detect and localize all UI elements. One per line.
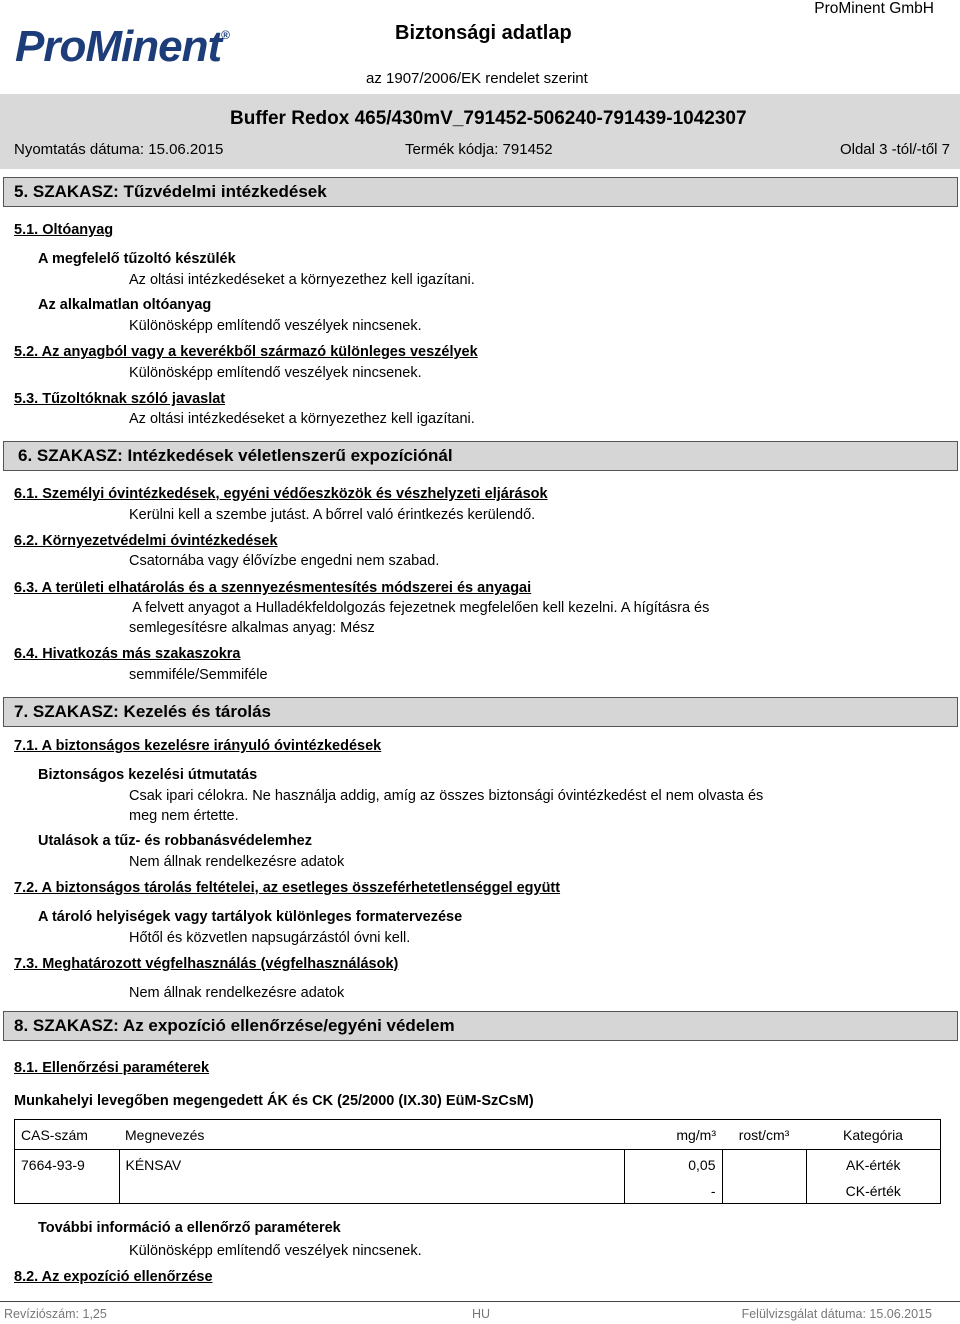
subsection-7-1: 7.1. A biztonságos kezelésre irányuló óvintézkedések <box>14 738 382 754</box>
table-header-cell: rost/cm³ <box>738 1126 790 1143</box>
subsection-6-3: 6.3. A területi elhatárolás és a szennyezésmentesítés módszerei és anyagai <box>14 580 532 596</box>
text-safe-handling-line2: meg nem értette. <box>129 808 239 824</box>
subsection-5-3: 5.3. Tűzoltóknak szóló javaslat <box>14 391 226 407</box>
table-cell: KÉNSAV <box>119 1150 624 1180</box>
table-cell: 0,05 <box>624 1150 722 1180</box>
print-date: Nyomtatás dátuma: 15.06.2015 <box>14 141 224 158</box>
subsection-5-2: 5.2. Az anyagból vagy a keverékből származó különleges veszélyek <box>14 344 478 360</box>
text-safe-handling-line1: Csak ipari célokra. Ne használja addig, amíg az összes biztonsági óvintézkedést el nem olvasta és <box>129 788 764 804</box>
section-8-title: 8. SZAKASZ: Az expozíció ellenőrzése/egyéni védelem <box>14 1016 455 1035</box>
subsection-5-1: 5.1. Oltóanyag <box>14 222 114 238</box>
product-code: Termék kódja: 791452 <box>405 141 553 158</box>
table-cell <box>722 1180 806 1204</box>
text-6-4: semmiféle/Semmiféle <box>129 667 268 683</box>
label-unsuitable-media: Az alkalmatlan oltóanyag <box>38 297 212 313</box>
company-logo <box>15 22 229 72</box>
table-cell: CK-érték <box>845 1183 901 1200</box>
table-header-cell: Kategória <box>843 1126 903 1143</box>
label-further-info: További információ a ellenőrző paraméterek <box>38 1220 341 1236</box>
subsection-7-3: 7.3. Meghatározott végfelhasználás (végfelhasználások) <box>14 956 399 972</box>
subsection-7-2: 7.2. A biztonságos tárolás feltételei, az esetleges összeférhetetlenséggel együtt <box>14 880 561 896</box>
table-header-row <box>15 1120 941 1150</box>
subsection-6-1: 6.1. Személyi óvintézkedések, egyéni védőeszközök és vészhelyzeti eljárások <box>14 486 548 502</box>
text-6-3-line2: semlegesítésre alkalmas anyag: Mész <box>129 620 375 636</box>
product-name: Buffer Redox 465/430mV_791452-506240-791439-1042307 <box>230 108 747 129</box>
text-fire-protection: Nem állnak rendelkezésre adatok <box>129 854 345 870</box>
label-exposure-limits: Munkahelyi levegőben megengedett ÁK és CK (25/2000 (IX.30) EüM-SzCsM) <box>14 1093 534 1109</box>
company-name: ProMinent GmbH <box>814 0 934 17</box>
text-unsuitable-media: Különösképp említendő veszélyek nincsenek. <box>129 318 422 334</box>
table-header-cell: CAS-szám <box>21 1126 88 1143</box>
regulation-line: az 1907/2006/EK rendelet szerint <box>366 70 588 87</box>
text-5-3: Az oltási intézkedéseket a környezethez kell igazítani. <box>129 411 475 427</box>
table-cell <box>722 1150 806 1180</box>
table-cell <box>119 1180 624 1204</box>
logo-text: ProMinent <box>15 22 222 71</box>
table-cell: - <box>624 1180 722 1204</box>
subsection-6-2: 6.2. Környezetvédelmi óvintézkedések <box>14 533 278 549</box>
table-cell: 7664-93-9 <box>15 1150 120 1180</box>
revision-number: Revíziószám: 1,25 <box>4 1307 107 1321</box>
label-fire-protection: Utalások a tűz- és robbanásvédelemhez <box>38 833 312 849</box>
registered-mark: ® <box>221 28 229 42</box>
section-6-title: 6. SZAKASZ: Intézkedések véletlenszerű expozíciónál <box>18 446 453 465</box>
document-title: Biztonsági adatlap <box>395 22 572 44</box>
section-5-title: 5. SZAKASZ: Tűzvédelmi intézkedések <box>14 182 327 201</box>
language-code: HU <box>472 1307 491 1321</box>
table-header-cell: Megnevezés <box>125 1126 205 1143</box>
section-7-title: 7. SZAKASZ: Kezelés és tárolás <box>14 702 271 721</box>
text-storage-design: Hőtől és közvetlen napsugárzástól óvni kell. <box>129 930 411 946</box>
table-cell <box>15 1180 120 1204</box>
label-safe-handling: Biztonságos kezelési útmutatás <box>38 767 258 783</box>
exposure-limits-table <box>14 1119 941 1204</box>
text-6-1: Kerülni kell a szembe jutást. A bőrrel való érintkezés kerülendő. <box>129 507 536 523</box>
text-suitable-media: Az oltási intézkedéseket a környezethez kell igazítani. <box>129 272 475 288</box>
text-5-2: Különösképp említendő veszélyek nincsenek. <box>129 365 422 381</box>
review-date: Felülvizsgálat dátuma: 15.06.2015 <box>741 1307 932 1321</box>
label-suitable-media: A megfelelő tűzoltó készülék <box>38 251 236 267</box>
subsection-6-4: 6.4. Hivatkozás más szakaszokra <box>14 646 241 662</box>
subsection-8-1: 8.1. Ellenőrzési paraméterek <box>14 1060 210 1076</box>
table-header-cell: mg/m³ <box>676 1126 716 1143</box>
text-further-info: Különösképp említendő veszélyek nincsenek. <box>129 1243 422 1259</box>
table-cell: AK-érték <box>846 1156 901 1173</box>
footer-divider <box>0 1301 960 1302</box>
table-row <box>15 1180 941 1204</box>
page-number: Oldal 3 -tól/-től 7 <box>839 141 950 158</box>
text-6-2: Csatornába vagy élővízbe engedni nem szabad. <box>129 553 440 569</box>
label-storage-design: A tároló helyiségek vagy tartályok különleges formatervezése <box>38 909 463 925</box>
subsection-8-2: 8.2. Az expozíció ellenőrzése <box>14 1269 213 1285</box>
table-row <box>15 1150 941 1180</box>
text-7-3: Nem állnak rendelkezésre adatok <box>129 985 345 1001</box>
text-6-3-line1: A felvett anyagot a Hulladékfeldolgozás fejezetnek megfelelően kell kezelni. A hígításra és <box>129 600 710 616</box>
